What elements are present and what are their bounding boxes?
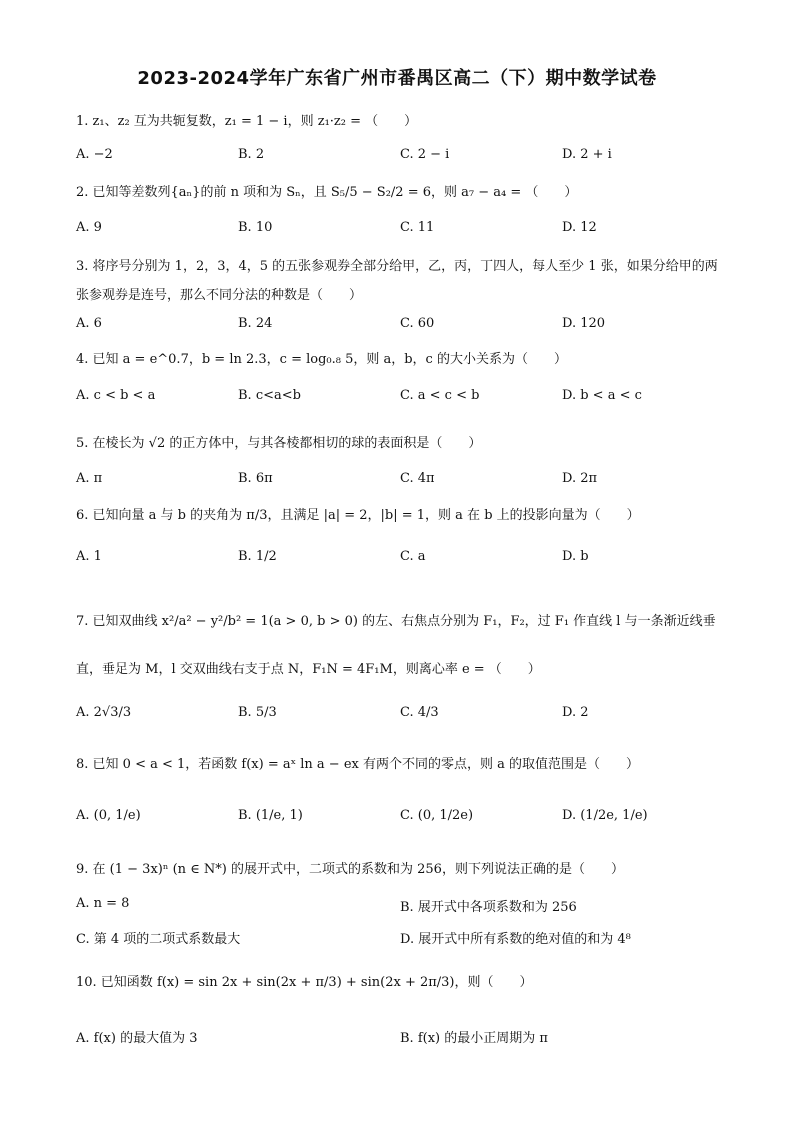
question-3-option-a: A. 6 [76,316,102,331]
question-4-option-d: D. b < a < c [562,388,642,403]
question-7-option-a: A. 2√3/3 [76,705,132,720]
question-3-stem: 3. 将序号分别为 1，2，3，4，5 的五张参观券全部分给甲，乙，丙，丁四人，每人至少 1 张，如果分给甲的两张参观券是连号，那么不同分法的种数是（ ） [76,259,718,303]
question-8-option-d: D. (1/2e, 1/e) [562,808,648,823]
question-10-option-a: A. f(x) 的最大值为 3 [76,1031,198,1046]
question-6-option-c: C. a [400,549,426,564]
question-7-option-b: B. 5/3 [238,705,277,720]
question-4-stem: 4. 已知 a = e^0.7，b = ln 2.3，c = log₀.₈ 5，则 a，b，c 的大小关系为（ ） [76,352,567,367]
question-1-option-a: A. −2 [76,147,113,162]
question-1-option-d: D. 2 + i [562,147,612,162]
question-3-option-d: D. 120 [562,316,606,331]
question-1-stem: 1. z₁、z₂ 互为共轭复数，z₁ = 1 − i，则 z₁·z₂ = （ ） [76,114,418,129]
question-2-option-d: D. 12 [562,220,597,235]
question-9-option-a: A. n = 8 [76,896,130,911]
question-8-option-c: C. (0, 1/2e) [400,808,474,823]
question-7-option-d: D. 2 [562,705,589,720]
question-9-option-c: C. 第 4 项的二项式系数最大 [76,932,241,947]
question-2-option-a: A. 9 [76,220,102,235]
question-9-option-d: D. 展开式中所有系数的绝对值的和为 4⁸ [400,932,631,947]
question-1-option-c: C. 2 − i [400,147,450,162]
question-4-option-c: C. a < c < b [400,388,480,403]
question-2-stem: 2. 已知等差数列{aₙ}的前 n 项和为 Sₙ，且 S₅/5 − S₂/2 = 6，则 a₇ − a₄ = （ ） [76,185,578,200]
question-6-option-d: D. b [562,549,589,564]
question-5-option-d: D. 2π [562,471,598,486]
question-4-option-a: A. c < b < a [76,388,156,403]
question-9-stem: 9. 在 (1 − 3x)ⁿ (n ∈ N*) 的展开式中，二项式的系数和为 256，则下列说法正确的是（ ） [76,862,624,877]
question-6-stem: 6. 已知向量 a 与 b 的夹角为 π/3，且满足 |a| = 2，|b| = 1，则 a 在 b 上的投影向量为（ ） [76,508,640,523]
question-8-option-a: A. (0, 1/e) [76,808,141,823]
question-6-option-a: A. 1 [76,549,102,564]
question-4-option-b: B. c<a<b [238,388,301,403]
question-5-option-a: A. π [76,471,103,486]
question-5-option-b: B. 6π [238,471,273,486]
question-8-option-b: B. (1/e, 1) [238,808,303,823]
question-9-option-b: B. 展开式中各项系数和为 256 [400,900,577,915]
question-3-option-c: C. 60 [400,316,435,331]
question-10-option-b: B. f(x) 的最小正周期为 π [400,1031,548,1046]
question-10-stem: 10. 已知函数 f(x) = sin 2x + sin(2x + π/3) + sin(2x + 2π/3)，则（ ） [76,975,533,990]
question-2-option-b: B. 10 [238,220,273,235]
question-7-stem: 7. 已知双曲线 x²/a² − y²/b² = 1(a > 0, b > 0) 的左、右焦点分别为 F₁，F₂，过 F₁ 作直线 l 与一条渐近线垂直，垂足为 M，l 交双曲线右支于点 N，F₁N = 4F₁M，则离心率 e = （ ） [76,614,716,677]
question-6-option-b: B. 1/2 [238,549,277,564]
question-7-option-c: C. 4/3 [400,705,439,720]
page-title: 2023-2024学年广东省广州市番禺区高二（下）期中数学试卷 [137,68,657,89]
question-1-option-b: B. 2 [238,147,265,162]
question-2-option-c: C. 11 [400,220,435,235]
question-5-stem: 5. 在棱长为 √2 的正方体中，与其各棱都相切的球的表面积是（ ） [76,436,482,451]
question-8-stem: 8. 已知 0 < a < 1，若函数 f(x) = aˣ ln a − ex 有两个不同的零点，则 a 的取值范围是（ ） [76,757,639,772]
question-5-option-c: C. 4π [400,471,435,486]
question-3-option-b: B. 24 [238,316,273,331]
